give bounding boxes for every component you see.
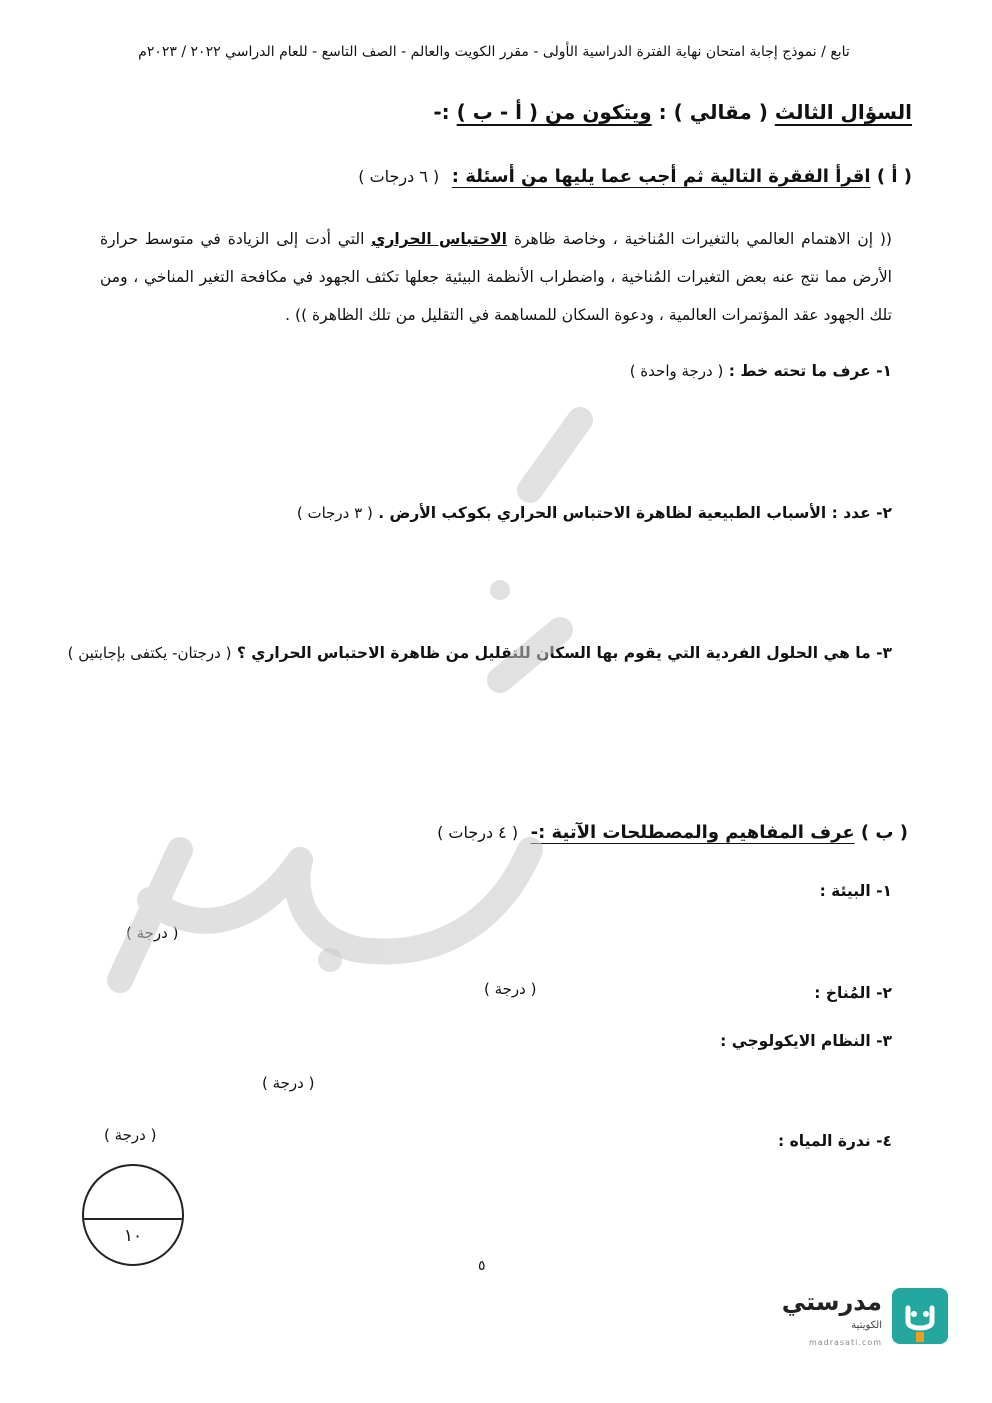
term-3: ٣- النظام الايكولوجي : [720,1032,892,1050]
question-title-end: :- [433,100,450,124]
question-2-marks: ( ٣ درجات ) [296,504,373,522]
section-a-marks: ( ٦ درجات ) [358,167,440,186]
paragraph-start: (( إن الاهتمام العالمي بالتغيرات المُناخية ، وخاصة ظاهرة [513,230,892,248]
paragraph-rest: التي أدت إلى الزيادة في متوسط حرارة الأرض مما نتج عنه بعض التغيرات المُناخية ، واضطراب الأنظمة البيئية جعلها تكثف الجهود في مكافحة التغير المناخي ، ومن تلك الجهود عقد المؤتمرات العالمية ، ودعوة السكان للمساهمة في التقليل من تلك الظاهرة )) . [100,230,892,324]
logo-name: مدرستي [781,1288,882,1316]
term-4: ٤- ندرة المياه : [778,1132,892,1150]
reading-paragraph [100,220,892,334]
section-b-label: ( ب ) [860,822,908,843]
madrasati-logo [781,1288,948,1358]
section-b-heading [437,822,908,843]
term-1: ١- البيئة : [819,882,892,900]
question-3-text: ٣- ما هي الحلول الفردية التي يقوم بها السكان للتقليل من ظاهرة الاحتباس الحراري ؟ [236,644,892,662]
section-b-marks: ( ٤ درجات ) [437,823,519,842]
question-1-marks: ( درجة واحدة ) [629,362,724,380]
section-a-label: ( أ ) [876,166,912,187]
question-title-type: ( مقالي ) : [658,100,768,124]
term-2-grade: ( درجة ) [484,980,537,998]
question-title-parts: ويتكون من ( أ - ب ) [456,100,652,124]
term-1-grade: ( درجة ) [126,924,179,942]
term-2: ٢- المُناخ : [814,984,892,1002]
section-b-title: عرف المفاهيم والمصطلحات الآتية :- [530,822,855,843]
section-a-title: اقرأ الفقرة التالية ثم أجب عما يليها من أسئلة : [451,166,871,187]
score-value: ١٠ [123,1226,143,1246]
logo-url: madrasati.com [808,1338,882,1347]
underlined-term: الاحتباس الحراري [371,230,507,248]
logo-subtitle: الكويتية [851,1320,882,1331]
question-2 [297,504,892,522]
question-1 [630,362,892,380]
question-3-marks: ( درجتان- يكتفى بإجابتين ) [67,644,232,662]
logo-icon [892,1288,948,1344]
page-number: ٥ [478,1258,486,1274]
question-2-text: ٢- عدد : الأسباب الطبيعية لظاهرة الاحتباس الحراري بكوكب الأرض . [378,504,892,522]
section-a-heading [358,166,912,187]
term-3-grade: ( درجة ) [262,1074,315,1092]
question-title [433,100,912,124]
question-1-text: ١- عرف ما تحته خط : [728,362,892,380]
question-3 [68,644,892,662]
exam-header: تابع / نموذج إجابة امتحان نهاية الفترة الدراسية الأولى - مقرر الكويت والعالم - الصف التاسع - للعام الدراسي ٢٠٢٢ / ٢٠٢٣م [138,44,850,60]
term-4-grade: ( درجة ) [104,1126,157,1144]
score-divider [84,1218,182,1220]
score-circle [82,1164,184,1266]
question-title-label: السؤال الثالث [774,100,912,124]
